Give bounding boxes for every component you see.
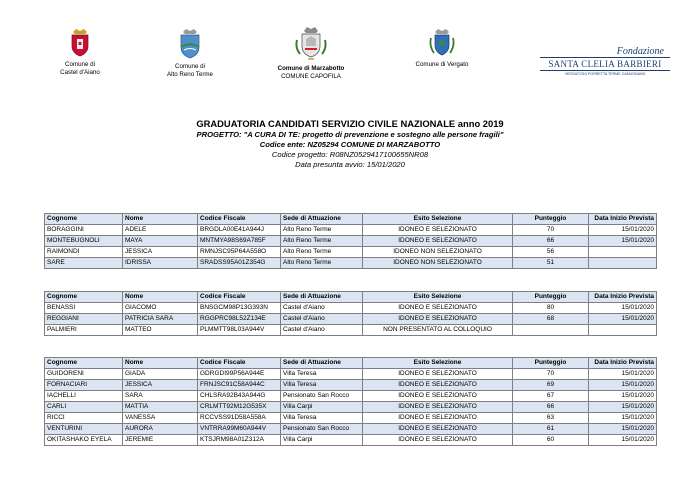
cell-col-esito: IDONEO E SELEZIONATO bbox=[363, 424, 513, 435]
cell-col-sede: Alto Reno Terme bbox=[281, 247, 363, 258]
cell-col-sede: Alto Reno Terme bbox=[281, 236, 363, 247]
cell-col-codice-fiscale: RMNJSC95P64A558O bbox=[198, 247, 281, 258]
header-col-data: Data Inizio Prevista bbox=[589, 214, 657, 225]
table-row bbox=[45, 258, 657, 269]
cell-col-cognome: MONTEBUGNOLI bbox=[45, 236, 123, 247]
cell-col-data bbox=[589, 325, 657, 336]
cell-col-esito: IDONEO E SELEZIONATO bbox=[363, 369, 513, 380]
cell-col-data: 15/01/2020 bbox=[589, 225, 657, 236]
header-col-punteggio: Punteggio bbox=[513, 214, 589, 225]
cell-col-data: 15/01/2020 bbox=[589, 424, 657, 435]
header-col-nome: Nome bbox=[123, 358, 198, 369]
cell-col-punteggio: 63 bbox=[513, 413, 589, 424]
cell-col-codice-fiscale: KTSJRM98A01Z312A bbox=[198, 435, 281, 446]
cell-col-sede: Castel d'Aiano bbox=[281, 303, 363, 314]
table-header-row bbox=[45, 358, 657, 369]
cell-col-cognome: REGGIANI bbox=[45, 314, 123, 325]
cell-col-punteggio: 60 bbox=[513, 435, 589, 446]
start-date-line: Data presunta avvio: 15/01/2020 bbox=[295, 160, 405, 169]
cell-col-data: 15/01/2020 bbox=[589, 402, 657, 413]
cell-col-codice-fiscale: PLMMTT98L03A944V bbox=[198, 325, 281, 336]
crest-caption-line1: Comune di bbox=[65, 61, 95, 68]
header-col-codice-fiscale: Codice Fiscale bbox=[198, 214, 281, 225]
cell-col-cognome: BENASSI bbox=[45, 303, 123, 314]
cell-col-sede: Alto Reno Terme bbox=[281, 225, 363, 236]
document-heading bbox=[0, 118, 700, 170]
cell-col-esito: IDONEO E SELEZIONATO bbox=[363, 402, 513, 413]
cell-col-nome: AURORA bbox=[123, 424, 198, 435]
foundation-logo bbox=[540, 46, 670, 76]
project-line: PROGETTO: "A CURA DI TE: progetto di prevenzione e sostegno alle persone fragili" bbox=[196, 130, 504, 139]
crest-caption-line1: Comune di Marzabotto bbox=[277, 65, 345, 72]
cell-col-esito: IDONEO E SELEZIONATO bbox=[363, 380, 513, 391]
cell-col-nome: JESSICA bbox=[123, 380, 198, 391]
cell-col-cognome: BORAGGINI bbox=[45, 225, 123, 236]
cell-col-punteggio: 69 bbox=[513, 380, 589, 391]
cell-col-cognome: CARLI bbox=[45, 402, 123, 413]
header-col-cognome: Cognome bbox=[45, 292, 123, 303]
header-col-esito: Esito Selezione bbox=[363, 358, 513, 369]
cell-col-sede: Castel d'Aiano bbox=[281, 314, 363, 325]
header-col-data: Data Inizio Prevista bbox=[589, 358, 657, 369]
cell-col-data: 15/01/2020 bbox=[589, 435, 657, 446]
project-code-line: Codice progetto: R08NZ0529417100655NR08 bbox=[271, 150, 429, 159]
table-header-row bbox=[45, 214, 657, 225]
header-col-nome: Nome bbox=[123, 292, 198, 303]
crest-castel-daiano bbox=[52, 28, 108, 77]
cell-col-nome: PATRICIA SARA bbox=[123, 314, 198, 325]
cell-col-data: 15/01/2020 bbox=[589, 369, 657, 380]
header-col-nome: Nome bbox=[123, 214, 198, 225]
cell-col-sede: Villa Teresa bbox=[281, 413, 363, 424]
cell-col-codice-fiscale: RCCVSS91D58A558A bbox=[198, 413, 281, 424]
table-row bbox=[45, 247, 657, 258]
crest-caption-line1: Comune di bbox=[175, 63, 205, 70]
cell-col-sede: Villa Teresa bbox=[281, 380, 363, 391]
cell-col-esito: IDONEO E SELEZIONATO bbox=[363, 236, 513, 247]
cell-col-esito: IDONEO E SELEZIONATO bbox=[363, 391, 513, 402]
cell-col-cognome: RAIMONDI bbox=[45, 247, 123, 258]
cell-col-nome: ADELE bbox=[123, 225, 198, 236]
foundation-line3: VERGATOSO PORRETTA TERME CAMUGNANO bbox=[564, 72, 646, 76]
cell-col-nome: MATTEO bbox=[123, 325, 198, 336]
table-row bbox=[45, 225, 657, 236]
coat-of-arms-icon bbox=[69, 28, 91, 58]
crest-alto-reno-terme bbox=[160, 28, 220, 79]
cell-col-nome: IDRISSA bbox=[123, 258, 198, 269]
cell-col-data: 15/01/2020 bbox=[589, 236, 657, 247]
cell-col-codice-fiscale: BNSGCM98P13G393N bbox=[198, 303, 281, 314]
cell-col-codice-fiscale: SRADSS95A01Z354G bbox=[198, 258, 281, 269]
cell-col-punteggio: 51 bbox=[513, 258, 589, 269]
crest-caption-line2: Castel d'Aiano bbox=[60, 69, 100, 76]
header-col-data: Data Inizio Prevista bbox=[589, 292, 657, 303]
cell-col-esito: IDONEO E SELEZIONATO bbox=[363, 435, 513, 446]
header-col-cognome: Cognome bbox=[45, 358, 123, 369]
foundation-line1: Fondazione bbox=[616, 46, 664, 57]
cell-col-sede: Castel d'Aiano bbox=[281, 325, 363, 336]
cell-col-esito: IDONEO E SELEZIONATO bbox=[363, 314, 513, 325]
table-row bbox=[45, 380, 657, 391]
cell-col-codice-fiscale: FRNJSC91C58A944C bbox=[198, 380, 281, 391]
cell-col-data bbox=[589, 258, 657, 269]
cell-col-codice-fiscale: CHLSRA92B43A944G bbox=[198, 391, 281, 402]
cell-col-punteggio: 66 bbox=[513, 236, 589, 247]
document-title: GRADUATORIA CANDIDATI SERVIZIO CIVILE NAZIONALE anno 2019 bbox=[196, 118, 504, 129]
ranking-table-villa bbox=[44, 357, 657, 446]
cell-col-cognome: GUIDORENI bbox=[45, 369, 123, 380]
cell-col-sede: Villa Carpi bbox=[281, 435, 363, 446]
cell-col-nome: SARA bbox=[123, 391, 198, 402]
crest-caption-line1: Comune di Vergato bbox=[415, 61, 469, 68]
cell-col-punteggio: 61 bbox=[513, 424, 589, 435]
cell-col-nome: MAYA bbox=[123, 236, 198, 247]
cell-col-nome: GIADA bbox=[123, 369, 198, 380]
cell-col-punteggio: 66 bbox=[513, 402, 589, 413]
coat-of-arms-icon bbox=[429, 28, 455, 58]
cell-col-data: 15/01/2020 bbox=[589, 380, 657, 391]
crest-caption-line2: COMUNE CAPOFILA bbox=[281, 73, 341, 80]
cell-col-cognome: IACHELLI bbox=[45, 391, 123, 402]
cell-col-codice-fiscale: BRGDLA00E41A944J bbox=[198, 225, 281, 236]
cell-col-sede: Pensionato San Rocco bbox=[281, 424, 363, 435]
cell-col-data: 15/01/2020 bbox=[589, 391, 657, 402]
table-row bbox=[45, 303, 657, 314]
header-col-sede: Sede di Attuazione bbox=[281, 214, 363, 225]
table-row bbox=[45, 435, 657, 446]
cell-col-codice-fiscale: RGGPRC98L52Z134E bbox=[198, 314, 281, 325]
cell-col-nome: JESSICA bbox=[123, 247, 198, 258]
header-col-punteggio: Punteggio bbox=[513, 292, 589, 303]
ranking-table-castel-daiano bbox=[44, 291, 657, 336]
header-col-codice-fiscale: Codice Fiscale bbox=[198, 292, 281, 303]
cell-col-punteggio bbox=[513, 325, 589, 336]
cell-col-nome: GIACOMO bbox=[123, 303, 198, 314]
coat-of-arms-icon bbox=[178, 28, 202, 60]
table-row bbox=[45, 325, 657, 336]
header-col-esito: Esito Selezione bbox=[363, 292, 513, 303]
crest-vergato bbox=[406, 28, 478, 69]
cell-col-data bbox=[589, 247, 657, 258]
cell-col-cognome: VENTURINI bbox=[45, 424, 123, 435]
header-col-cognome: Cognome bbox=[45, 214, 123, 225]
cell-col-punteggio: 56 bbox=[513, 247, 589, 258]
table-row bbox=[45, 314, 657, 325]
table-header-row bbox=[45, 292, 657, 303]
foundation-line2: SANTA CLELIA BARBIERI bbox=[540, 57, 670, 71]
header-col-punteggio: Punteggio bbox=[513, 358, 589, 369]
crest-caption-line2: Alto Reno Terme bbox=[167, 71, 213, 78]
cell-col-data: 15/01/2020 bbox=[589, 303, 657, 314]
cell-col-codice-fiscale: CRLMTT92M12G535X bbox=[198, 402, 281, 413]
cell-col-sede: Villa Carpi bbox=[281, 402, 363, 413]
cell-col-codice-fiscale: VNTRRA99M60A944V bbox=[198, 424, 281, 435]
table-row bbox=[45, 236, 657, 247]
cell-col-punteggio: 80 bbox=[513, 303, 589, 314]
table-row bbox=[45, 413, 657, 424]
cell-col-esito: IDONEO E SELEZIONATO bbox=[363, 413, 513, 424]
table-row bbox=[45, 424, 657, 435]
cell-col-sede: Villa Teresa bbox=[281, 369, 363, 380]
table-row bbox=[45, 391, 657, 402]
cell-col-esito: NON PRESENTATO AL COLLOQUIO bbox=[363, 325, 513, 336]
entity-code-line: Codice ente: NZ05294 COMUNE DI MARZABOTTO bbox=[259, 140, 441, 149]
header-col-sede: Sede di Attuazione bbox=[281, 292, 363, 303]
coat-of-arms-icon bbox=[294, 26, 328, 62]
cell-col-sede: Pensionato San Rocco bbox=[281, 391, 363, 402]
cell-col-nome: MATTIA bbox=[123, 402, 198, 413]
cell-col-nome: VANESSA bbox=[123, 413, 198, 424]
header-col-codice-fiscale: Codice Fiscale bbox=[198, 358, 281, 369]
cell-col-punteggio: 70 bbox=[513, 225, 589, 236]
header-col-esito: Esito Selezione bbox=[363, 214, 513, 225]
cell-col-codice-fiscale: GDRGDI99P56A944E bbox=[198, 369, 281, 380]
cell-col-esito: IDONEO NON SELEZIONATO bbox=[363, 258, 513, 269]
ranking-table-alto-reno bbox=[44, 213, 657, 269]
cell-col-punteggio: 68 bbox=[513, 314, 589, 325]
cell-col-cognome: FORNACIARI bbox=[45, 380, 123, 391]
cell-col-esito: IDONEO E SELEZIONATO bbox=[363, 225, 513, 236]
cell-col-punteggio: 70 bbox=[513, 369, 589, 380]
header-logos bbox=[0, 0, 700, 100]
cell-col-cognome: RICCI bbox=[45, 413, 123, 424]
header-col-sede: Sede di Attuazione bbox=[281, 358, 363, 369]
cell-col-esito: IDONEO NON SELEZIONATO bbox=[363, 247, 513, 258]
cell-col-cognome: PALMIERI bbox=[45, 325, 123, 336]
cell-col-esito: IDONEO E SELEZIONATO bbox=[363, 303, 513, 314]
cell-col-nome: JEREMIE bbox=[123, 435, 198, 446]
table-row bbox=[45, 369, 657, 380]
table-row bbox=[45, 402, 657, 413]
cell-col-sede: Alto Reno Terme bbox=[281, 258, 363, 269]
cell-col-data: 15/01/2020 bbox=[589, 314, 657, 325]
crest-marzabotto bbox=[266, 26, 356, 81]
cell-col-codice-fiscale: MNTMYA98S69A785F bbox=[198, 236, 281, 247]
cell-col-cognome: SARE bbox=[45, 258, 123, 269]
cell-col-punteggio: 67 bbox=[513, 391, 589, 402]
cell-col-data: 15/01/2020 bbox=[589, 413, 657, 424]
cell-col-cognome: OKITASHAKO EYELA bbox=[45, 435, 123, 446]
